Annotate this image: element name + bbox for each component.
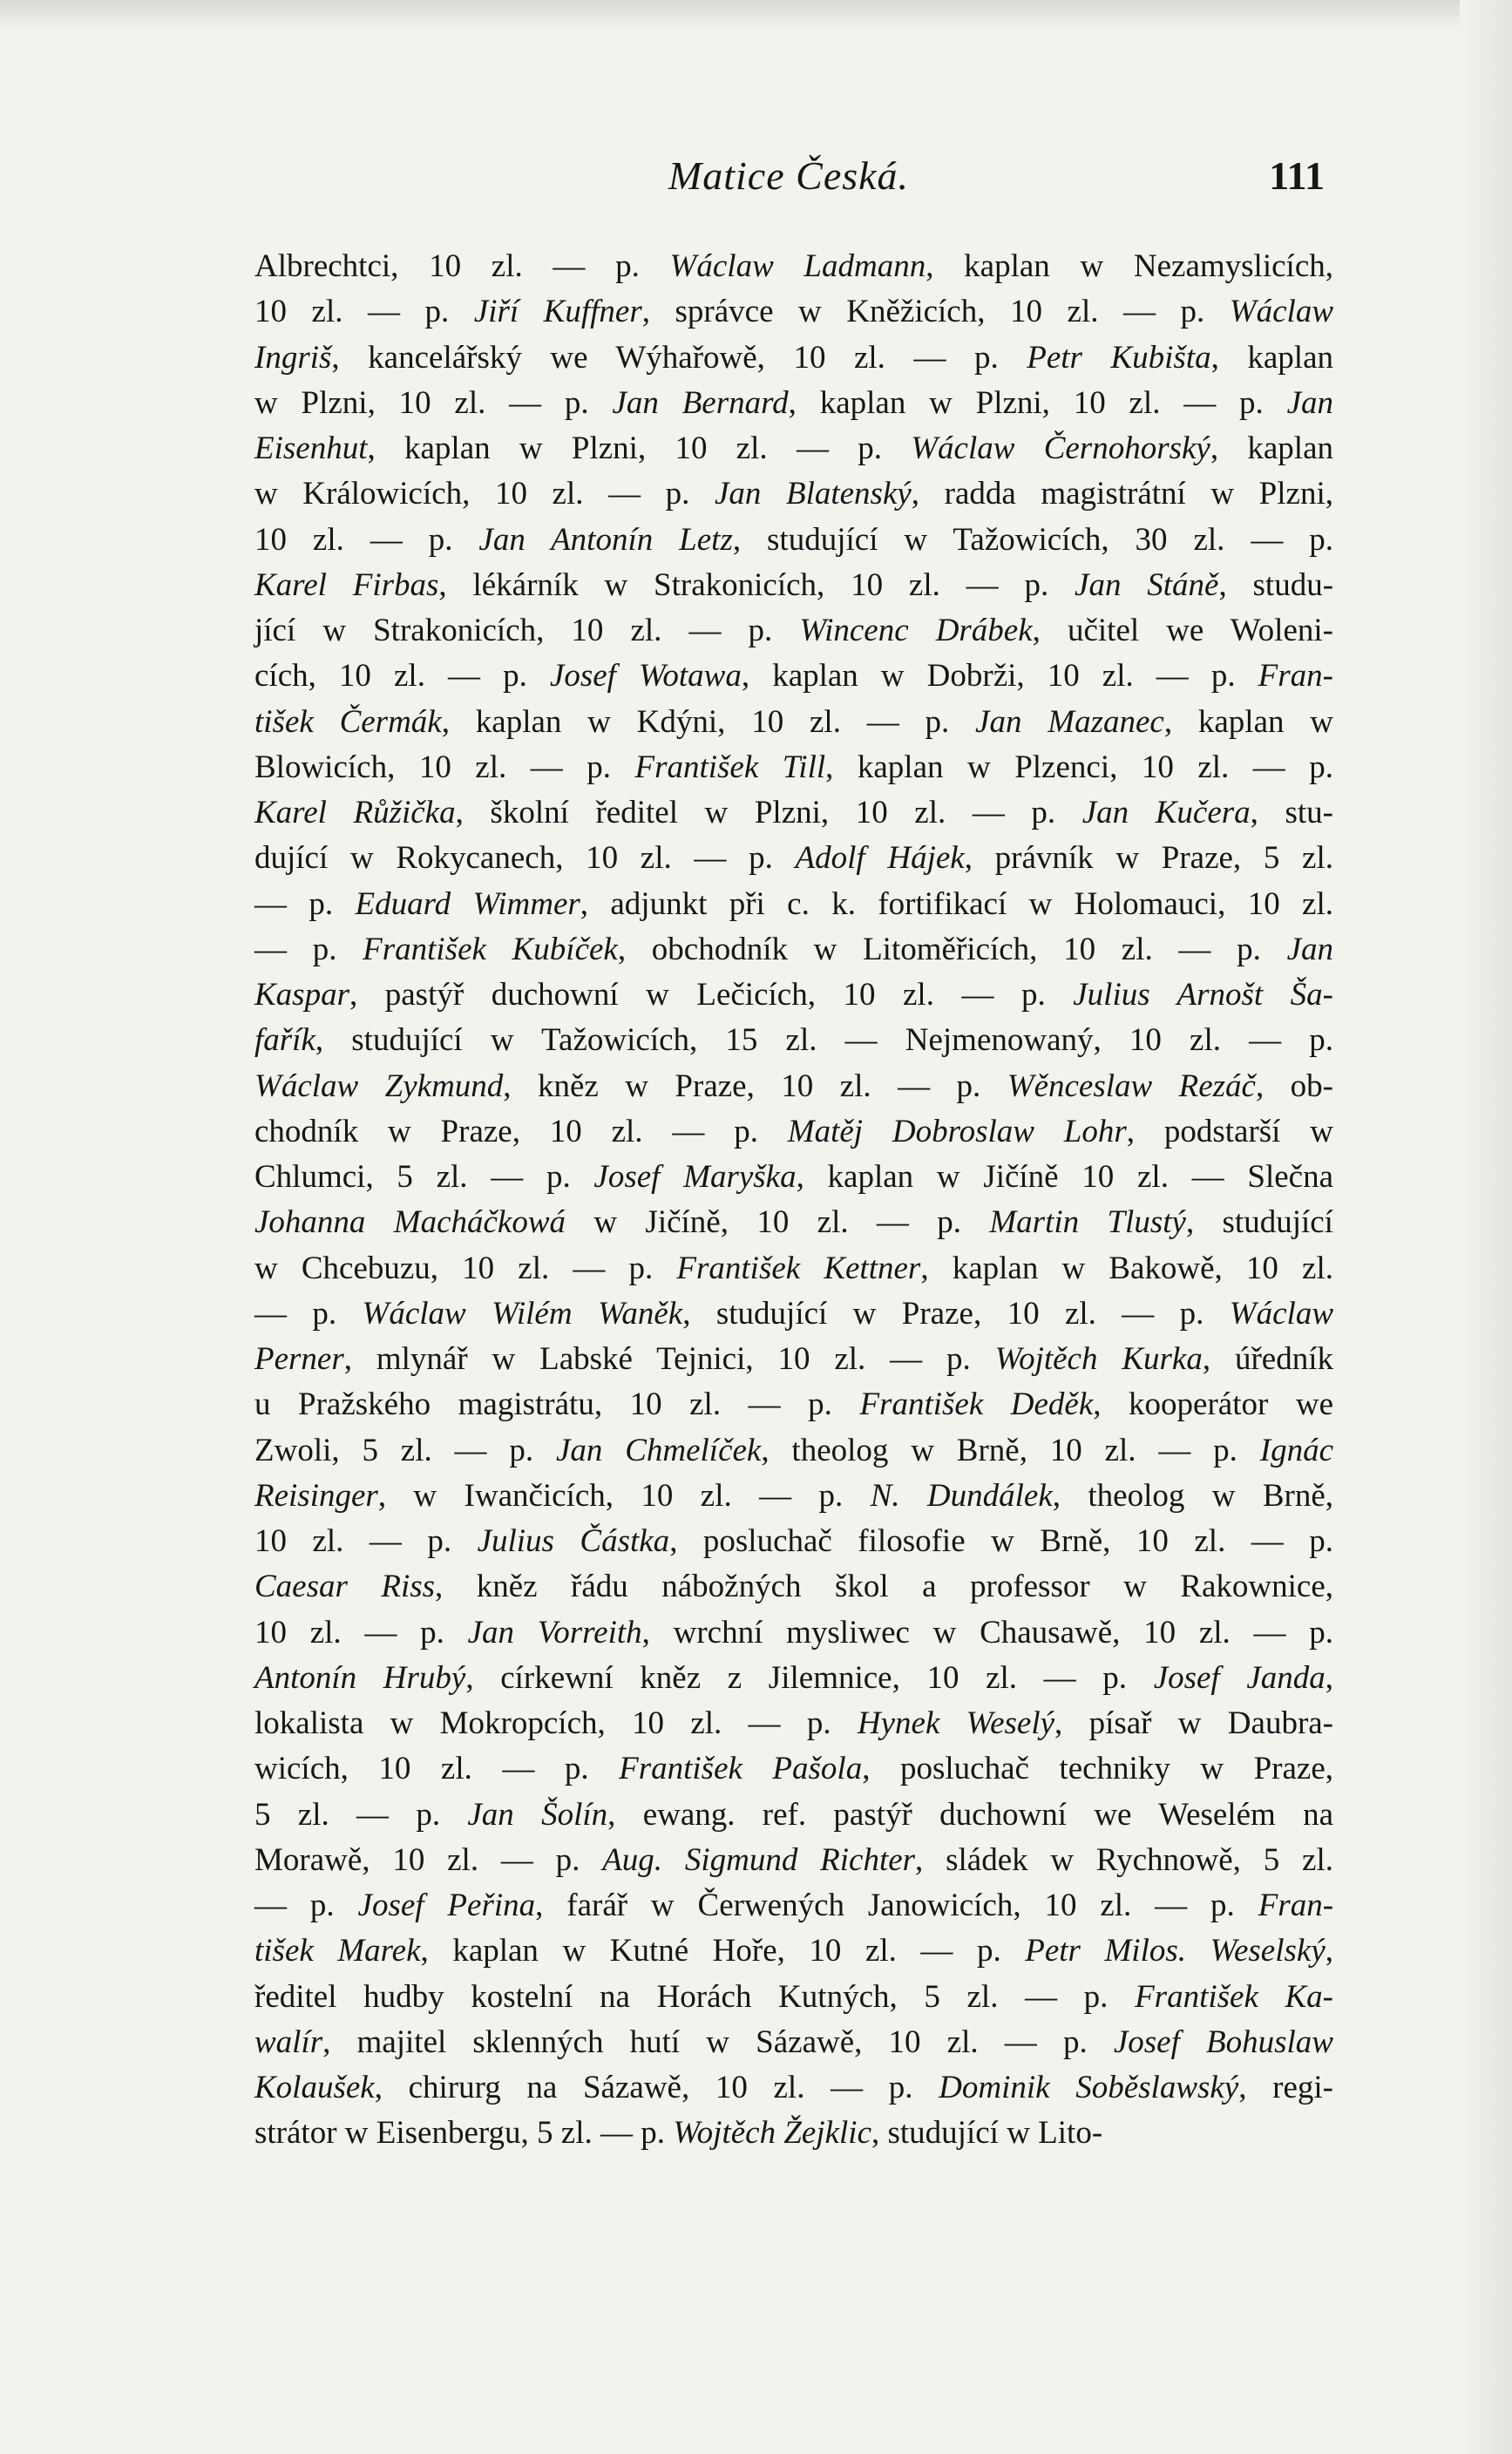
text-run: , regi- <box>1238 2070 1333 2105</box>
text-run: w Jičíně, 10 zl. — p. <box>566 1204 990 1241</box>
text-line <box>254 1018 1333 1063</box>
italic-name: Wěnceslaw Rezáč <box>1007 1068 1256 1104</box>
text-run: , studující w Tažowicích, 30 zl. — p. <box>732 521 1334 558</box>
italic-name: Eduard Wimmer <box>355 885 580 922</box>
text-run: , kaplan w Plzni, 10 zl. — p. <box>367 430 912 466</box>
text-line <box>254 654 1333 699</box>
text-run: , w Iwančicích, 10 zl. — p. <box>377 1477 871 1514</box>
text-run: w Králowicích, 10 zl. — p. <box>254 476 715 512</box>
body-text <box>254 244 1333 2157</box>
text-run: , písař w Daubra- <box>1054 1705 1334 1741</box>
text-run: , kaplan w <box>1163 703 1333 740</box>
text-run: , studující w Lito- <box>871 2115 1103 2152</box>
text-run: 5 zl. — p. <box>254 1796 468 1833</box>
text-run: , právník w Praze, 5 zl. <box>964 840 1333 877</box>
text-run: , kněz w Praze, 10 zl. — p. <box>503 1068 1007 1104</box>
italic-name: tišek Čermák <box>254 703 442 740</box>
italic-name: Karel Firbas <box>254 566 439 603</box>
running-head-title: Matice Česká. <box>668 153 910 198</box>
text-run: , studující w Praze, 10 zl. — p. <box>682 1295 1230 1332</box>
italic-name: Josef Peřina <box>357 1888 536 1923</box>
text-line <box>254 1109 1333 1155</box>
italic-name: Wojtěch Kurka <box>994 1341 1203 1377</box>
text-run: chodník w Praze, 10 zl. — p. <box>254 1113 788 1149</box>
text-line <box>254 1929 1333 1974</box>
italic-name: František Kubíček <box>363 931 618 967</box>
italic-name: Josef Wotawa <box>549 658 742 695</box>
italic-name: N. Dundálek <box>870 1477 1053 1514</box>
text-run: , podstarší w <box>1126 1113 1334 1149</box>
text-run: , farář w Čerwených Janowicích, 10 zl. — p. <box>535 1888 1258 1923</box>
text-run: , kaplan w Nezamyslicích, <box>926 248 1333 284</box>
text-line <box>254 608 1333 654</box>
italic-name: Ignác <box>1259 1432 1334 1468</box>
text-line <box>254 1291 1333 1337</box>
text-line <box>254 973 1333 1018</box>
text-run: , posluchač filosofie w Brně, 10 zl. — p. <box>669 1523 1333 1559</box>
text-line <box>254 1064 1333 1109</box>
italic-name: Adolf Hájek <box>795 840 965 877</box>
text-run: , kaplan w Kdýni, 10 zl. — p. <box>441 703 976 740</box>
text-line <box>254 927 1333 973</box>
text-run: , sládek w Rychnowě, 5 zl. <box>915 1841 1333 1878</box>
italic-name: walír <box>254 2024 323 2060</box>
italic-name: Fran- <box>1258 658 1333 695</box>
text-run: , učitel we Woleni- <box>1032 613 1333 648</box>
text-line <box>254 244 1333 289</box>
text-line <box>254 289 1333 335</box>
italic-name: Jan Stáně <box>1075 566 1219 603</box>
text-line <box>254 1701 1333 1746</box>
text-line <box>254 2111 1333 2156</box>
text-run: Albrechtci, 10 zl. — p. <box>254 248 670 284</box>
text-line <box>254 1883 1333 1929</box>
italic-name: Jan Šolín <box>467 1796 608 1833</box>
text-run: , studu- <box>1218 566 1334 603</box>
text-run: , kněz řádu nábožných škol a professor w Rakownice, <box>435 1569 1334 1605</box>
text-run: Morawě, 10 zl. — p. <box>254 1841 603 1878</box>
text-line <box>254 1428 1333 1474</box>
text-run: , posluchač techniky w Praze, <box>862 1751 1333 1787</box>
italic-name: František Deděk <box>859 1386 1094 1423</box>
text-run: , úředník <box>1202 1341 1333 1377</box>
italic-name: Wáclaw Ladmann <box>669 248 926 284</box>
text-line <box>254 471 1333 517</box>
text-run: , chirurg na Sázawě, 10 zl. — p. <box>374 2070 939 2105</box>
text-run: , <box>1325 1659 1334 1696</box>
text-run: , studující <box>1185 1204 1333 1241</box>
text-run: , kaplan w Kutné Hoře, 10 zl. — p. <box>420 1933 1026 1969</box>
text-run: , kaplan w Bakowě, 10 zl. <box>920 1250 1333 1286</box>
text-line <box>254 381 1333 426</box>
italic-name: Reisinger <box>254 1477 378 1514</box>
italic-name: Perner <box>254 1341 344 1377</box>
text-line <box>254 563 1333 608</box>
text-run: , kaplan <box>1210 430 1334 466</box>
text-run: , adjunkt při c. k. fortifikací w Holomauci, 10 zl. <box>580 885 1334 922</box>
text-run: strátor w Eisenbergu, 5 zl. — p. <box>254 2115 674 2152</box>
italic-name: Jan Antonín Letz <box>478 521 733 558</box>
italic-name: Wincenc Drábek <box>799 613 1033 648</box>
italic-name: Jiří Kuffner <box>473 294 642 330</box>
text-line <box>254 1656 1333 1701</box>
text-run: — p. <box>254 1888 358 1923</box>
text-run: , kooperátor we <box>1093 1386 1333 1423</box>
italic-name: Eisenhut <box>254 430 368 466</box>
italic-name: Jan Blatenský <box>714 476 912 512</box>
text-run: dující w Rokycanech, 10 zl. — p. <box>254 840 796 877</box>
italic-name: Josef Maryška <box>593 1159 797 1195</box>
text-run: — p. <box>254 931 363 967</box>
text-line <box>254 700 1333 745</box>
text-run: , wrchní mysliwec w Chausawě, 10 zl. — p. <box>641 1614 1333 1651</box>
text-run: — p. <box>254 885 356 922</box>
text-line <box>254 790 1333 836</box>
italic-name: Johanna Macháčkowá <box>254 1204 566 1241</box>
italic-name: Fran- <box>1258 1888 1334 1923</box>
text-run: , kaplan w Dobrži, 10 zl. — p. <box>741 658 1258 695</box>
text-run: cích, 10 zl. — p. <box>254 658 550 695</box>
text-line <box>254 1564 1333 1610</box>
text-run: , majitel sklenných hutí w Sázawě, 10 zl. — p. <box>322 2024 1114 2060</box>
text-line <box>254 1474 1333 1519</box>
text-run: , stu- <box>1250 795 1333 830</box>
italic-name: Matěj Dobroslaw Lohr <box>787 1113 1127 1149</box>
text-run: w Plzni, 10 zl. — p. <box>254 384 613 421</box>
italic-name: Kolaušek <box>254 2070 375 2105</box>
italic-name: František Till <box>634 749 826 785</box>
text-run: Zwoli, 5 zl. — p. <box>254 1432 556 1468</box>
italic-name: František Ka- <box>1135 1978 1333 2015</box>
italic-name: Josef Bohuslaw <box>1113 2024 1333 2060</box>
text-run: , ob- <box>1255 1068 1333 1104</box>
italic-name: Aug. Sigmund Richter <box>602 1841 916 1878</box>
text-run: , správce w Kněžicích, 10 zl. — p. <box>641 294 1230 330</box>
text-line <box>254 882 1333 927</box>
text-line <box>254 2020 1333 2065</box>
text-line <box>254 518 1333 563</box>
italic-name: tišek Marek <box>254 1933 421 1969</box>
text-run: , pastýř duchowní w Lečicích, 10 zl. — p. <box>349 977 1074 1013</box>
text-run: , theolog w Brně, <box>1052 1477 1334 1514</box>
text-run: , theolog w Brně, 10 zl. — p. <box>761 1432 1260 1468</box>
italic-name: Jan Mazanec <box>975 703 1164 740</box>
text-run: u Pražského magistrátu, 10 zl. — p. <box>254 1386 860 1423</box>
italic-name: Martin Tlustý <box>989 1204 1186 1241</box>
text-run: , studující w Tažowicích, 15 zl. — Nejmenowaný, 10 zl. — p. <box>315 1022 1333 1059</box>
text-run: , mlynář w Labské Tejnici, 10 zl. — p. <box>343 1341 995 1377</box>
page-edge-shadow <box>0 0 1512 30</box>
text-run: , ewang. ref. pastýř duchowní we Weselém na <box>607 1796 1334 1833</box>
text-line <box>254 336 1333 381</box>
text-run: ředitel hudby kostelní na Horách Kutných, 5 zl. — p. <box>254 1978 1136 2015</box>
text-run: lokalista w Mokropcích, 10 zl. — p. <box>254 1705 858 1741</box>
text-run: wicích, 10 zl. — p. <box>254 1751 620 1787</box>
text-run: 10 zl. — p. <box>254 521 479 558</box>
text-line <box>254 1519 1333 1564</box>
page-edge-margin <box>1460 0 1512 2454</box>
text-line <box>254 1155 1333 1200</box>
text-run: Chlumci, 5 zl. — p. <box>254 1159 594 1195</box>
italic-name: Josef Janda <box>1153 1659 1326 1696</box>
text-run: , <box>1325 1933 1333 1969</box>
text-run: , kaplan <box>1210 339 1333 376</box>
text-run: , kancelářský we Wýhařowě, 10 zl. — p. <box>331 339 1027 376</box>
italic-name: Julius Arnošt Ša- <box>1073 977 1333 1013</box>
text-line <box>254 1746 1333 1792</box>
italic-name: Wáclaw <box>1229 294 1333 330</box>
text-line <box>254 1200 1333 1245</box>
italic-name: fařík <box>254 1022 315 1059</box>
text-line <box>254 836 1333 881</box>
text-line <box>254 1975 1333 2020</box>
text-run: , obchodník w Litoměřicích, 10 zl. — p. <box>617 931 1287 967</box>
italic-name: Jan Bernard <box>612 384 789 421</box>
text-run: 10 zl. — p. <box>254 1523 478 1559</box>
italic-name: Hynek Weselý <box>857 1705 1055 1741</box>
italic-name: Kaspar <box>254 977 349 1013</box>
italic-name: Julius Částka <box>477 1523 670 1559</box>
italic-name: Wojtěch Žejklic <box>673 2115 871 2152</box>
text-line <box>254 1246 1333 1291</box>
running-head <box>253 153 1325 214</box>
italic-name: František Pašola <box>619 1751 863 1787</box>
text-run: , školní ředitel w Plzni, 10 zl. — p. <box>455 795 1082 830</box>
italic-name: Petr Milos. Weselský <box>1025 1933 1326 1969</box>
text-run: , radda magistrátní w Plzni, <box>911 476 1333 512</box>
italic-name: Jan Vorreith <box>467 1614 642 1651</box>
italic-name: Caesar Riss <box>254 1569 436 1605</box>
text-run: Blowicích, 10 zl. — p. <box>254 749 635 785</box>
italic-name: Petr Kubišta <box>1027 339 1211 376</box>
text-line <box>254 1838 1333 1883</box>
italic-name: Wáclaw Zykmund <box>254 1068 504 1104</box>
italic-name: Antonín Hrubý <box>254 1659 466 1696</box>
italic-name: Jan <box>1286 384 1334 421</box>
italic-name: František Kettner <box>676 1250 921 1286</box>
italic-name: Karel Růžička <box>254 795 456 830</box>
italic-name: Wáclaw Černohorský <box>911 430 1210 466</box>
text-run: , lékárník w Strakonicích, 10 zl. — p. <box>438 566 1075 603</box>
italic-name: Wáclaw <box>1229 1295 1333 1332</box>
text-run: w Chcebuzu, 10 zl. — p. <box>254 1250 677 1286</box>
text-run: — p. <box>254 1295 363 1332</box>
text-line <box>254 1610 1333 1656</box>
italic-name: Ingriš <box>254 339 332 376</box>
text-line <box>254 1382 1333 1427</box>
italic-name: Jan Kučera <box>1081 795 1251 830</box>
text-run: , církewní kněz z Jilemnice, 10 zl. — p. <box>465 1659 1154 1696</box>
italic-name: Dominik Soběslawský <box>939 2070 1239 2105</box>
text-line <box>254 745 1333 790</box>
text-line <box>254 426 1333 471</box>
text-run: 10 zl. — p. <box>254 1614 468 1651</box>
italic-name: Jan <box>1286 931 1333 967</box>
text-run: , kaplan w Plzenci, 10 zl. — p. <box>825 749 1333 785</box>
text-run: , kaplan w Plzni, 10 zl. — p. <box>788 384 1287 421</box>
text-line <box>254 1793 1333 1838</box>
text-line <box>254 2065 1333 2111</box>
text-line <box>254 1337 1333 1382</box>
text-run: 10 zl. — p. <box>254 294 474 330</box>
text-run: , kaplan w Jičíně 10 zl. — Slečna <box>796 1159 1333 1195</box>
page-number: 111 <box>1269 153 1325 198</box>
text-run: jící w Strakonicích, 10 zl. — p. <box>254 613 800 648</box>
italic-name: Wáclaw Wilém Waněk <box>362 1295 683 1332</box>
italic-name: Jan Chmelíček <box>555 1432 762 1468</box>
